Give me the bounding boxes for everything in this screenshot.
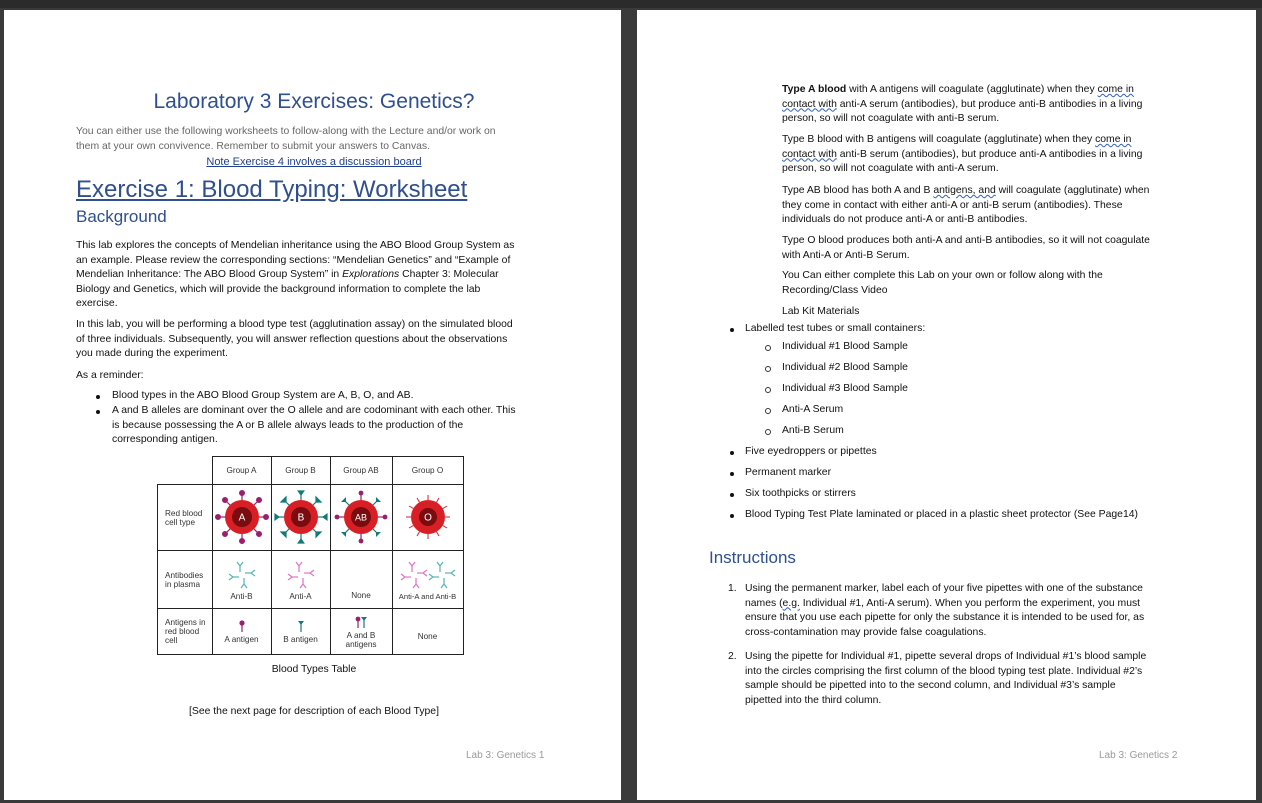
table-caption: Blood Types Table	[271, 664, 357, 675]
type-a-label: Type A blood	[782, 84, 847, 95]
bullet-icon	[730, 514, 734, 518]
a-antigen-icon	[236, 619, 248, 633]
reminder-label: As a reminder:	[76, 370, 144, 381]
bullet-icon	[96, 410, 100, 414]
bullet2-line: is because possessing the A or B allele always leads to the production of the	[112, 419, 464, 431]
red-blood-cell-b-icon	[273, 487, 329, 547]
reminder-bullet-2	[112, 404, 562, 448]
material-item: Six toothpicks or stirrers	[745, 488, 856, 499]
red-blood-cell-o-icon	[398, 487, 458, 547]
type-ab-line: individuals do not produce anti-A or anti-B antibodies.	[782, 214, 1028, 226]
red-blood-cell-a-icon	[214, 487, 270, 547]
cell-letter-b: B	[297, 512, 304, 523]
complete-lab-note	[782, 269, 1202, 298]
cell-rbc-ab	[330, 485, 392, 551]
sub-material-item: Individual #3 Blood Sample	[782, 383, 908, 394]
row-label-antibodies	[158, 551, 213, 609]
intro-line-1: You can either use the following worksheets to follow-along with the Lecture and/or work on	[76, 126, 496, 137]
step2-line: pipetted into the third column.	[745, 694, 882, 706]
bullet2-line: A and B alleles are dominant over the O allele and are codominant with each other. This	[112, 405, 516, 416]
type-b-text: Type B blood with B antigens will coagulate (agglutinate) when they	[782, 134, 1096, 145]
step1-line: Using the permanent marker, label each of your five pipettes with one of the substance	[745, 583, 1143, 594]
cell-letter-a: A	[238, 512, 245, 523]
cell-letter-o: O	[423, 512, 432, 523]
cell-antigen-a	[212, 609, 271, 655]
para1-line: Biology and Genetics, which will provide the background information to complete the lab	[76, 283, 481, 295]
intro-line-2: them at your own convivence. Remember to submit your answers to Canvas.	[76, 141, 431, 152]
cell-rbc-a	[212, 485, 271, 551]
antigen-label-line: A and B	[346, 630, 376, 640]
type-b-text: contact with	[782, 148, 837, 160]
material-item: Labelled test tubes or small containers:	[745, 323, 926, 334]
sub-bullet-icon	[765, 366, 771, 372]
book-title: Explorations	[342, 269, 400, 281]
lab-kit-heading: Lab Kit Materials	[782, 306, 860, 317]
instructions-heading: Instructions	[709, 548, 796, 567]
anti-a-antibody-icon	[284, 558, 318, 592]
antigen-label-line: antigens	[345, 639, 377, 649]
step1-line: ensure that you use each pipette for only the substance it is intended to be used for, as	[745, 612, 1145, 624]
sub-bullet-icon	[765, 429, 771, 435]
window-top-bar	[0, 0, 1262, 8]
type-a-text: come in	[1097, 84, 1134, 95]
table-header-group-b: Group B	[271, 457, 330, 485]
sub-material-item: Individual #1 Blood Sample	[782, 341, 908, 352]
material-item: Permanent marker	[745, 467, 832, 478]
instruction-step-2	[745, 650, 1195, 708]
type-o-line: with Anti-A or Anti-B Serum.	[782, 249, 910, 261]
type-ab-text: Type AB blood has both A and B	[782, 185, 934, 196]
type-a-text: anti-A serum (antibodies), but produce anti-B antibodies in a living	[836, 98, 1143, 110]
bullet-icon	[730, 472, 734, 476]
sub-bullet-icon	[765, 408, 771, 414]
cell-antigen-o	[392, 609, 463, 655]
para2-line: In this lab, you will be performing a blood type test (agglutination assay) on the simulated blood	[76, 319, 513, 330]
table-header-group-o: Group O	[392, 457, 463, 485]
background-paragraph-1	[76, 239, 566, 312]
step-number: 1.	[728, 583, 737, 594]
b-antigen-icon	[295, 619, 307, 633]
cell-rbc-o	[392, 485, 463, 551]
type-a-text: with A antigens will coagulate (agglutinate) when they	[846, 84, 1098, 95]
step2-line: into the circles comprising the first column of the blood typing test plate. Individual #2’s	[745, 665, 1143, 677]
para1-line: This lab explores the concepts of Mendelian inheritance using the ABO Blood Group System as	[76, 240, 515, 251]
step1-text: e.g.	[782, 597, 800, 609]
step1-text: Individual #1, Anti-A serum). When you perform the experiment, you must	[799, 597, 1141, 609]
row-label-red-blood-cell	[158, 485, 213, 551]
para1-line	[76, 268, 566, 283]
type-b-text: come in	[1095, 134, 1132, 145]
bullet-icon	[730, 451, 734, 455]
type-o-description	[782, 234, 1202, 263]
material-item: Blood Typing Test Plate laminated or placed in a plastic sheet protector (See Page14)	[745, 509, 1138, 520]
discussion-board-note-link[interactable]: Note Exercise 4 involves a discussion board	[206, 156, 422, 168]
sub-material-item: Individual #2 Blood Sample	[782, 362, 908, 373]
type-ab-line	[782, 184, 1202, 199]
antibody-label-a: Anti-B	[230, 592, 253, 601]
row-label-antigens	[158, 609, 213, 655]
sub-material-item: Anti-B Serum	[782, 425, 844, 436]
blood-types-table	[157, 456, 464, 655]
row-label-line: red blood	[165, 627, 200, 636]
cell-rbc-b	[271, 485, 330, 551]
cell-antibody-b	[271, 551, 330, 609]
table-corner	[158, 457, 213, 485]
cell-antibody-ab	[330, 551, 392, 609]
red-blood-cell-ab-icon	[332, 487, 390, 547]
type-a-line: person, so will not coagulate with anti-B serum.	[782, 113, 1000, 125]
document-page-1	[4, 10, 621, 800]
table-header-group-a: Group A	[212, 457, 271, 485]
sub-bullet-icon	[765, 387, 771, 393]
row-label-line: Antigens in	[165, 618, 206, 627]
type-ab-text: will coagulate (agglutinate) when	[995, 185, 1150, 196]
type-o-line: Type O blood produces both anti-A and anti-B antibodies, so it will not coagulate	[782, 235, 1150, 246]
step-number: 2.	[728, 651, 737, 662]
background-paragraph-2	[76, 318, 566, 362]
para1-line: exercise.	[76, 298, 118, 310]
page-footer: Lab 3: Genetics 2	[1099, 750, 1178, 761]
complete-line: Recording/Class Video	[782, 284, 888, 296]
reminder-bullet-1: Blood types in the ABO Blood Group System are A, B, O, and AB.	[112, 390, 414, 401]
row-label-line: in plasma	[165, 579, 201, 589]
page-footer: Lab 3: Genetics 1	[466, 750, 545, 761]
document-page-2	[637, 10, 1256, 800]
antigen-label-o: None	[417, 632, 438, 641]
cell-antibody-o	[392, 551, 463, 609]
sub-bullet-icon	[765, 345, 771, 351]
anti-a-and-anti-b-antibody-icon	[395, 558, 461, 592]
type-a-line	[782, 98, 1192, 113]
type-ab-text: antigens, and	[933, 185, 996, 196]
row-label-line: Red blood	[165, 508, 203, 518]
step2-line: Using the pipette for Individual #1, pipette several drops of Individual #1’s blood sample	[745, 651, 1147, 662]
antigen-label-b: B antigen	[283, 635, 318, 644]
instruction-step-1	[745, 582, 1195, 640]
type-a-description	[782, 83, 1192, 127]
antigen-label-ab	[331, 631, 392, 649]
see-next-page-note: [See the next page for description of each Blood Type]	[189, 706, 439, 717]
row-label-line: Antibodies	[165, 570, 204, 580]
exercise-heading: Exercise 1: Blood Typing: Worksheet	[76, 176, 468, 203]
para2-line: you made during the experiment.	[76, 348, 228, 360]
antibody-label-ab: None	[351, 591, 371, 600]
step1-line	[745, 597, 1195, 612]
cell-antigen-ab	[330, 609, 392, 655]
row-label-line: cell type	[165, 517, 196, 527]
cell-antigen-b	[271, 609, 330, 655]
page-title: Laboratory 3 Exercises: Genetics?	[153, 90, 475, 113]
type-a-text: contact with	[782, 98, 837, 110]
step1-text: names (	[745, 597, 783, 609]
type-ab-description	[782, 184, 1202, 228]
antigen-label-a: A antigen	[224, 635, 259, 644]
cell-letter-ab: AB	[354, 512, 368, 522]
bullet-icon	[730, 328, 734, 332]
step1-line: cross-contamination may provide false coagulations.	[745, 626, 987, 638]
type-b-line	[782, 148, 1192, 163]
background-heading: Background	[76, 207, 167, 226]
para1-text: Chapter 3: Molecular	[399, 269, 499, 281]
bullet-icon	[96, 395, 100, 399]
sub-material-item: Anti-A Serum	[782, 404, 844, 415]
para2-line: of three individuals. Subsequently, you will answer reflection questions about the observations	[76, 333, 508, 345]
cell-antibody-a	[212, 551, 271, 609]
bullet2-line: corresponding antigen.	[112, 434, 218, 446]
anti-b-antibody-icon	[225, 558, 259, 592]
type-b-line: person, so will not coagulate with anti-A serum.	[782, 163, 999, 175]
type-b-line	[782, 133, 1192, 148]
step2-line: sample should be pipetted into to the second column, and Individual #3’s sample	[745, 680, 1116, 692]
type-b-description	[782, 133, 1192, 177]
bullet-icon	[730, 493, 734, 497]
para1-text: Mendelian Inheritance: The ABO Blood Group System” in	[76, 269, 343, 281]
type-ab-line: they come in contact with either anti-A or anti-B serum (antibodies). These	[782, 199, 1123, 211]
complete-line: You Can either complete this Lab on your own or follow along with the	[782, 270, 1103, 281]
antibody-label-b: Anti-A	[289, 592, 312, 601]
a-and-b-antigen-icon	[352, 615, 370, 629]
row-label-line: cell	[165, 636, 178, 645]
antibody-label-o: Anti-A and Anti-B	[398, 592, 457, 601]
table-header-group-ab: Group AB	[330, 457, 392, 485]
para1-line: an example. Please review the corresponding sections: “Mendelian Genetics” and “Example of	[76, 254, 511, 266]
material-item: Five eyedroppers or pipettes	[745, 446, 877, 457]
type-b-text: anti-B serum (antibodies), but produce anti-A antibodies in a living	[836, 148, 1143, 160]
type-a-line	[782, 83, 1192, 98]
